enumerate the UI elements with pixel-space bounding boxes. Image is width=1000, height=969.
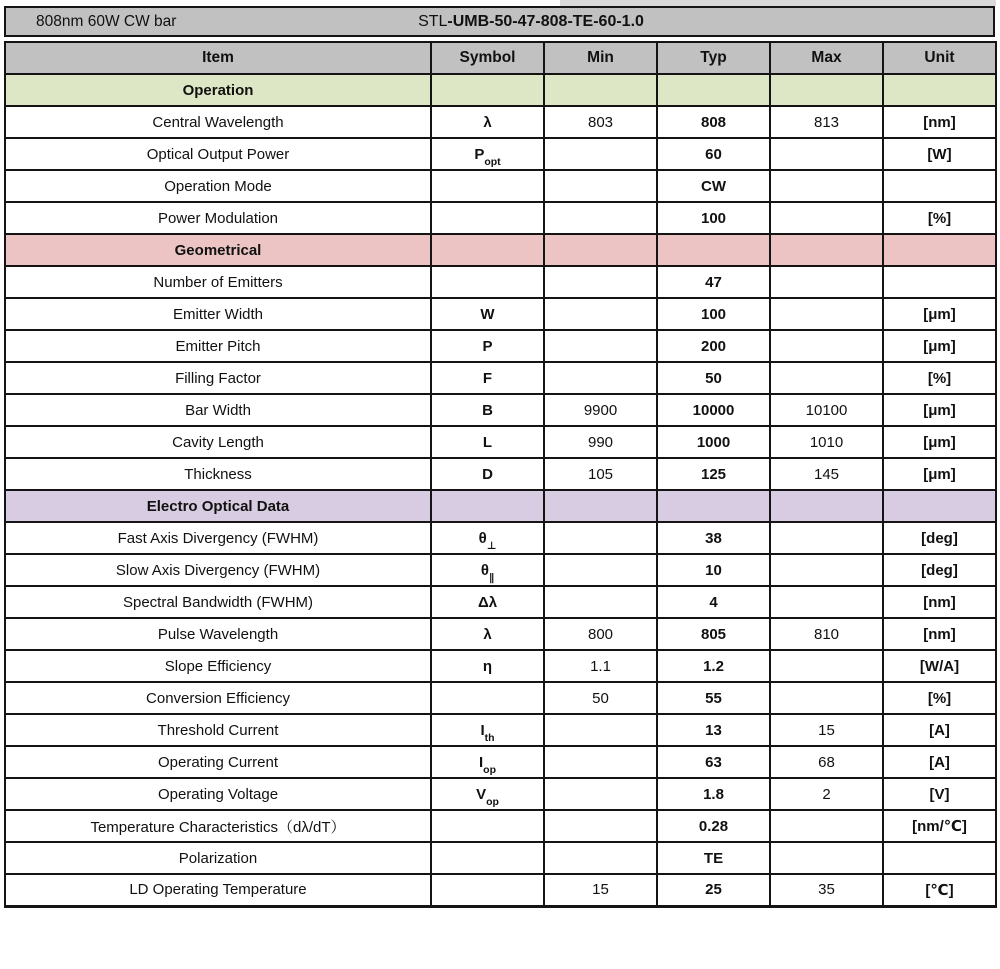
symbol-subscript: op — [486, 795, 499, 808]
item-cell: Slope Efficiency — [5, 650, 431, 682]
item-cell: Central Wavelength — [5, 106, 431, 138]
min-cell — [544, 522, 657, 554]
typ-cell: 200 — [657, 330, 770, 362]
section-empty-cell — [544, 234, 657, 266]
product-name: 808nm 60W CW bar — [36, 12, 177, 30]
unit-cell — [883, 266, 996, 298]
symbol-cell: Δλ — [431, 586, 544, 618]
unit-cell: [nm] — [883, 618, 996, 650]
min-cell: 105 — [544, 458, 657, 490]
item-cell: LD Operating Temperature — [5, 874, 431, 906]
symbol-cell — [431, 682, 544, 714]
max-cell — [770, 842, 883, 874]
typ-cell: 1.8 — [657, 778, 770, 810]
min-cell: 990 — [544, 426, 657, 458]
max-cell — [770, 266, 883, 298]
item-cell: Threshold Current — [5, 714, 431, 746]
item-cell: Pulse Wavelength — [5, 618, 431, 650]
section-row — [5, 74, 996, 106]
typ-cell: 13 — [657, 714, 770, 746]
spec-row — [5, 810, 996, 842]
unit-cell: [μm] — [883, 298, 996, 330]
item-cell: Fast Axis Divergency (FWHM) — [5, 522, 431, 554]
section-empty-cell — [770, 234, 883, 266]
item-cell: Slow Axis Divergency (FWHM) — [5, 554, 431, 586]
typ-cell: 60 — [657, 138, 770, 170]
item-cell: Thickness — [5, 458, 431, 490]
spec-row — [5, 426, 996, 458]
column-header-unit: Unit — [883, 42, 996, 74]
column-header-item: Item — [5, 42, 431, 74]
unit-cell: [W/A] — [883, 650, 996, 682]
typ-cell: 100 — [657, 202, 770, 234]
unit-cell: [W] — [883, 138, 996, 170]
min-cell — [544, 778, 657, 810]
section-empty-cell — [883, 234, 996, 266]
typ-cell: CW — [657, 170, 770, 202]
max-cell — [770, 298, 883, 330]
spec-row — [5, 138, 996, 170]
max-cell — [770, 586, 883, 618]
title-bar — [4, 6, 995, 37]
typ-cell: 805 — [657, 618, 770, 650]
section-row — [5, 234, 996, 266]
item-cell: Number of Emitters — [5, 266, 431, 298]
typ-cell: 25 — [657, 874, 770, 906]
column-header-typ: Typ — [657, 42, 770, 74]
spec-row — [5, 554, 996, 586]
min-cell — [544, 138, 657, 170]
spec-table — [4, 41, 997, 908]
typ-cell: 63 — [657, 746, 770, 778]
min-cell — [544, 170, 657, 202]
unit-cell: [%] — [883, 362, 996, 394]
section-empty-cell — [544, 74, 657, 106]
max-cell — [770, 522, 883, 554]
model-number — [418, 8, 644, 35]
model-prefix: STL — [418, 12, 448, 30]
symbol-cell: λ — [431, 106, 544, 138]
unit-cell: [μm] — [883, 426, 996, 458]
max-cell: 1010 — [770, 426, 883, 458]
max-cell — [770, 170, 883, 202]
typ-cell: 10 — [657, 554, 770, 586]
unit-cell: [deg] — [883, 554, 996, 586]
item-cell: Temperature Characteristics（dλ/dT） — [5, 810, 431, 842]
spec-row — [5, 746, 996, 778]
symbol-cell: $\theta_\parallel$ — [431, 554, 544, 586]
item-cell: Operation Mode — [5, 170, 431, 202]
spec-row — [5, 298, 996, 330]
symbol-cell — [431, 266, 544, 298]
spec-row — [5, 650, 996, 682]
symbol-cell — [431, 810, 544, 842]
typ-cell: 50 — [657, 362, 770, 394]
spec-row — [5, 618, 996, 650]
min-cell — [544, 714, 657, 746]
symbol-cell: $P_{opt}$ — [431, 138, 544, 170]
max-cell — [770, 810, 883, 842]
typ-cell: 125 — [657, 458, 770, 490]
typ-cell: 4 — [657, 586, 770, 618]
section-empty-cell — [431, 234, 544, 266]
min-cell — [544, 586, 657, 618]
max-cell — [770, 202, 883, 234]
symbol-subscript: opt — [484, 155, 501, 168]
max-cell — [770, 362, 883, 394]
section-empty-cell — [657, 490, 770, 522]
section-empty-cell — [883, 74, 996, 106]
spec-row — [5, 362, 996, 394]
min-cell: 800 — [544, 618, 657, 650]
unit-cell: [%] — [883, 682, 996, 714]
min-cell: 15 — [544, 874, 657, 906]
symbol-cell: $I_{op}$ — [431, 746, 544, 778]
max-cell — [770, 650, 883, 682]
unit-cell: [V] — [883, 778, 996, 810]
section-label: Operation — [5, 74, 431, 106]
spec-row — [5, 266, 996, 298]
unit-cell: [nm/℃] — [883, 810, 996, 842]
symbol-cell: L — [431, 426, 544, 458]
column-header-max: Max — [770, 42, 883, 74]
max-cell — [770, 330, 883, 362]
typ-cell: 100 — [657, 298, 770, 330]
column-header-symbol: Symbol — [431, 42, 544, 74]
spec-row — [5, 106, 996, 138]
model-code: -UMB-50-47-808-TE-60-1.0 — [447, 12, 644, 30]
min-cell — [544, 810, 657, 842]
column-header-row — [5, 42, 996, 74]
item-cell: Spectral Bandwidth (FWHM) — [5, 586, 431, 618]
min-cell: 50 — [544, 682, 657, 714]
max-cell: 35 — [770, 874, 883, 906]
symbol-cell — [431, 202, 544, 234]
min-cell — [544, 202, 657, 234]
typ-cell: 38 — [657, 522, 770, 554]
unit-cell: [μm] — [883, 394, 996, 426]
min-cell: 1.1 — [544, 650, 657, 682]
max-cell: 15 — [770, 714, 883, 746]
unit-cell: [μm] — [883, 458, 996, 490]
symbol-cell: $I_{th}$ — [431, 714, 544, 746]
symbol-cell: P — [431, 330, 544, 362]
max-cell — [770, 554, 883, 586]
unit-cell: [%] — [883, 202, 996, 234]
typ-cell: 808 — [657, 106, 770, 138]
typ-cell: 55 — [657, 682, 770, 714]
spec-row — [5, 842, 996, 874]
unit-cell: [A] — [883, 714, 996, 746]
min-cell — [544, 266, 657, 298]
symbol-subscript: th — [484, 731, 495, 744]
min-cell — [544, 842, 657, 874]
symbol-subscript: ∥ — [488, 571, 495, 584]
symbol-cell: B — [431, 394, 544, 426]
symbol-cell — [431, 874, 544, 906]
spec-row — [5, 458, 996, 490]
section-label: Geometrical — [5, 234, 431, 266]
symbol-cell: $V_{op}$ — [431, 778, 544, 810]
typ-cell: 1.2 — [657, 650, 770, 682]
unit-cell — [883, 842, 996, 874]
typ-cell: TE — [657, 842, 770, 874]
max-cell: 68 — [770, 746, 883, 778]
max-cell: 810 — [770, 618, 883, 650]
max-cell: 145 — [770, 458, 883, 490]
symbol-cell: F — [431, 362, 544, 394]
column-header-min: Min — [544, 42, 657, 74]
section-label: Electro Optical Data — [5, 490, 431, 522]
item-cell: Bar Width — [5, 394, 431, 426]
symbol-cell: D — [431, 458, 544, 490]
min-cell: 803 — [544, 106, 657, 138]
unit-cell — [883, 170, 996, 202]
unit-cell: [nm] — [883, 106, 996, 138]
section-empty-cell — [657, 234, 770, 266]
max-cell — [770, 682, 883, 714]
min-cell: 9900 — [544, 394, 657, 426]
spec-row — [5, 170, 996, 202]
symbol-cell — [431, 842, 544, 874]
unit-cell: [μm] — [883, 330, 996, 362]
item-cell: Power Modulation — [5, 202, 431, 234]
unit-cell: [nm] — [883, 586, 996, 618]
spec-row — [5, 330, 996, 362]
max-cell: 2 — [770, 778, 883, 810]
symbol-cell: η — [431, 650, 544, 682]
section-empty-cell — [431, 490, 544, 522]
max-cell: 10100 — [770, 394, 883, 426]
section-empty-cell — [431, 74, 544, 106]
spec-row — [5, 586, 996, 618]
item-cell: Cavity Length — [5, 426, 431, 458]
typ-cell: 47 — [657, 266, 770, 298]
section-empty-cell — [883, 490, 996, 522]
item-cell: Emitter Pitch — [5, 330, 431, 362]
max-cell — [770, 138, 883, 170]
unit-cell: [A] — [883, 746, 996, 778]
typ-cell: 0.28 — [657, 810, 770, 842]
spec-row — [5, 714, 996, 746]
section-row — [5, 490, 996, 522]
symbol-cell: W — [431, 298, 544, 330]
spec-row — [5, 522, 996, 554]
typ-cell: 1000 — [657, 426, 770, 458]
min-cell — [544, 554, 657, 586]
item-cell: Operating Current — [5, 746, 431, 778]
spec-row — [5, 394, 996, 426]
spec-row — [5, 874, 996, 906]
section-empty-cell — [544, 490, 657, 522]
section-empty-cell — [770, 74, 883, 106]
item-cell: Polarization — [5, 842, 431, 874]
max-cell: 813 — [770, 106, 883, 138]
item-cell: Filling Factor — [5, 362, 431, 394]
spec-row — [5, 778, 996, 810]
symbol-subscript: ⊥ — [486, 539, 497, 552]
item-cell: Operating Voltage — [5, 778, 431, 810]
unit-cell: [℃] — [883, 874, 996, 906]
item-cell: Conversion Efficiency — [5, 682, 431, 714]
unit-cell: [deg] — [883, 522, 996, 554]
symbol-cell: λ — [431, 618, 544, 650]
min-cell — [544, 330, 657, 362]
symbol-cell — [431, 170, 544, 202]
item-cell: Emitter Width — [5, 298, 431, 330]
spec-row — [5, 682, 996, 714]
section-empty-cell — [657, 74, 770, 106]
symbol-subscript: op — [483, 763, 496, 776]
item-cell: Optical Output Power — [5, 138, 431, 170]
min-cell — [544, 746, 657, 778]
symbol-cell: $\theta_\perp$ — [431, 522, 544, 554]
min-cell — [544, 362, 657, 394]
spec-row — [5, 202, 996, 234]
section-empty-cell — [770, 490, 883, 522]
typ-cell: 10000 — [657, 394, 770, 426]
spec-table-body — [5, 74, 996, 906]
min-cell — [544, 298, 657, 330]
